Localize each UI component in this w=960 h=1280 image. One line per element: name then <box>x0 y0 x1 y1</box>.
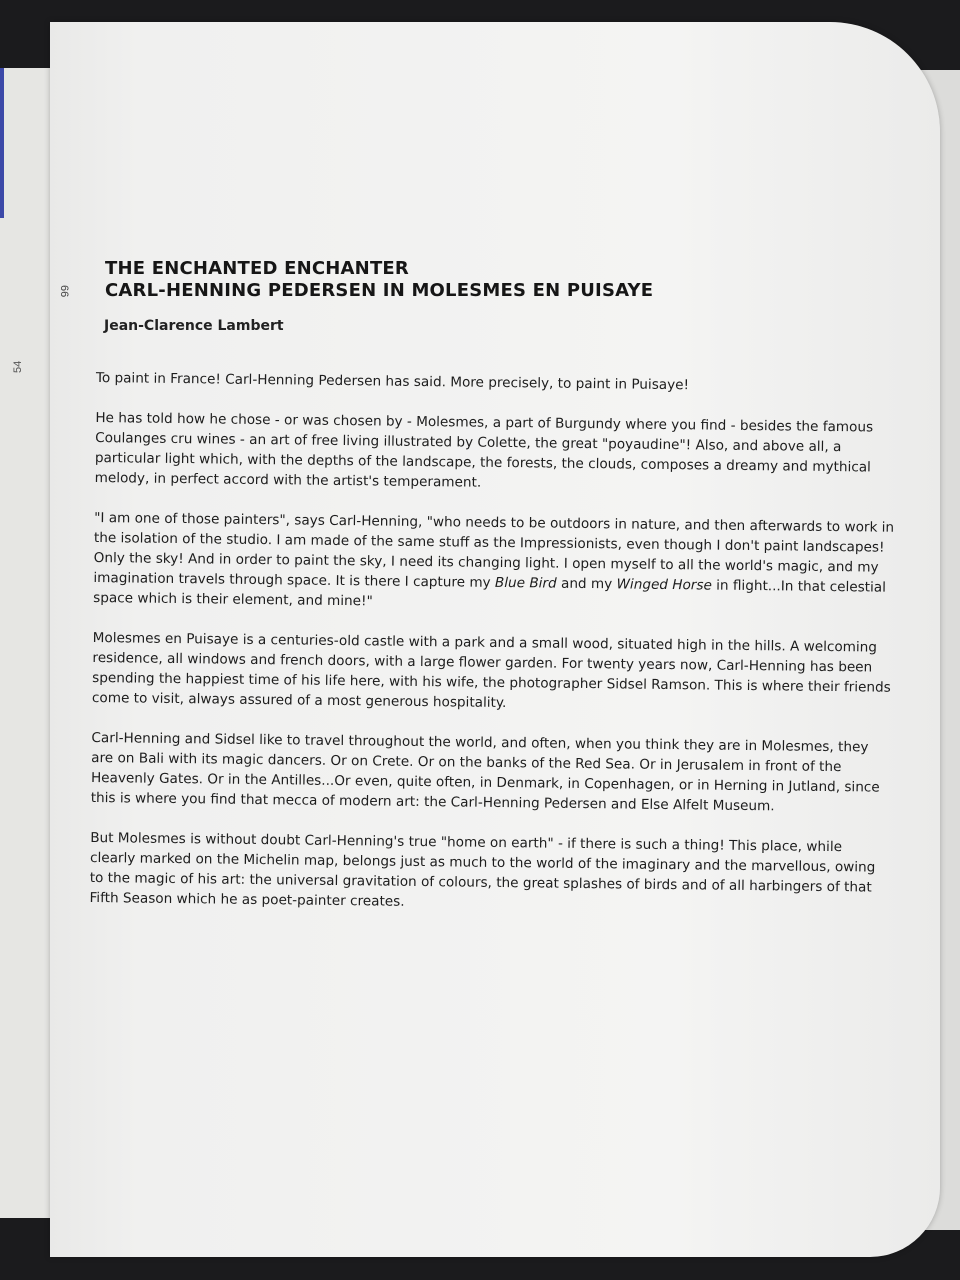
left-page-number: 54 <box>12 360 24 373</box>
paragraph-1: To paint in France! Carl-Henning Pedersen has said. More precisely, to paint in Puisaye! <box>95 369 690 394</box>
artwork-title-winged-horse: Winged Horse <box>616 576 712 594</box>
author-name: Jean-Clarence Lambert <box>104 318 284 334</box>
paragraph-6: But Molesmes is without doubt Carl-Henning's true "home on earth" - if there is such a thing! This place, while clearly marked on the Michelin map, belongs just as much to the world of the imaginary and the marvellous, owing to the magic of his art: the universal gravitation of colours, the great splashes of birds and of all harbingers of that Fifth Season which he as poet-painter creates. <box>89 829 876 910</box>
paragraph-3 <box>93 508 894 618</box>
quote-text-b: and my <box>556 575 617 593</box>
quote-text-a: "I am one of those painters", says Carl-Henning, "who needs to be outdoors in nature, and then afterwards to work in the isolation of the studio. I am made of the same stuff as the Impressionists, even though I don't paint landscapes! Only the sky! And in order to paint the sky, I need its changing light. I open myself to all the world's magic, and my imagination travels through space. It is there I capture my <box>93 509 895 591</box>
quote-text-c: in flight...In that celestial space which is their element, and mine!" <box>93 577 887 610</box>
article-title <box>105 258 653 302</box>
artwork-title-blue-bird: Blue Bird <box>494 574 557 592</box>
paragraph-4: Molesmes en Puisaye is a centuries-old castle with a park and a small wood, situated high in the hills. A welcoming residence, all windows and french doors, with a large flower garden. For twenty years now, Carl-Henning has been spending the happiest time of his life here, with his wife, the photographer Sidsel Ramson. This is where their friends come to visit, always assured of a most generous hospitality. <box>91 629 891 712</box>
article-body <box>89 368 896 938</box>
margin-page-number: 66 <box>58 285 70 298</box>
paragraph-5: Carl-Henning and Sidsel like to travel throughout the world, and often, when you think they are in Molesmes, they are on Bali with its magic dancers. Or on Crete. Or on the banks of the Red Sea. Or in Jerusalem in front of the Heavenly Gates. Or in the Antilles...Or even, quite often, in Denmark, in Copenhagen, or in Herning in Jutland, since this is where you find that mecca of modern art: the Carl-Henning Pedersen and Else Alfelt Museum. <box>90 729 880 815</box>
paragraph-2: He has told how he chose - or was chosen by - Molesmes, a part of Burgundy where you find - besides the famous Coulanges cru wines - an art of free living illustrated by Colette, the great "poyaudine"! Also, and above all, a particular light which, with the depths of the landscape, the forests, the clouds, composes a dreamy and mythical melody, in perfect accord with the artist's temperament. <box>94 409 874 491</box>
blue-cover-edge <box>0 68 4 218</box>
title-line-2: CARL-HENNING PEDERSEN IN MOLESMES EN PUISAYE <box>105 280 654 301</box>
title-line-1: THE ENCHANTED ENCHANTER <box>105 258 409 279</box>
